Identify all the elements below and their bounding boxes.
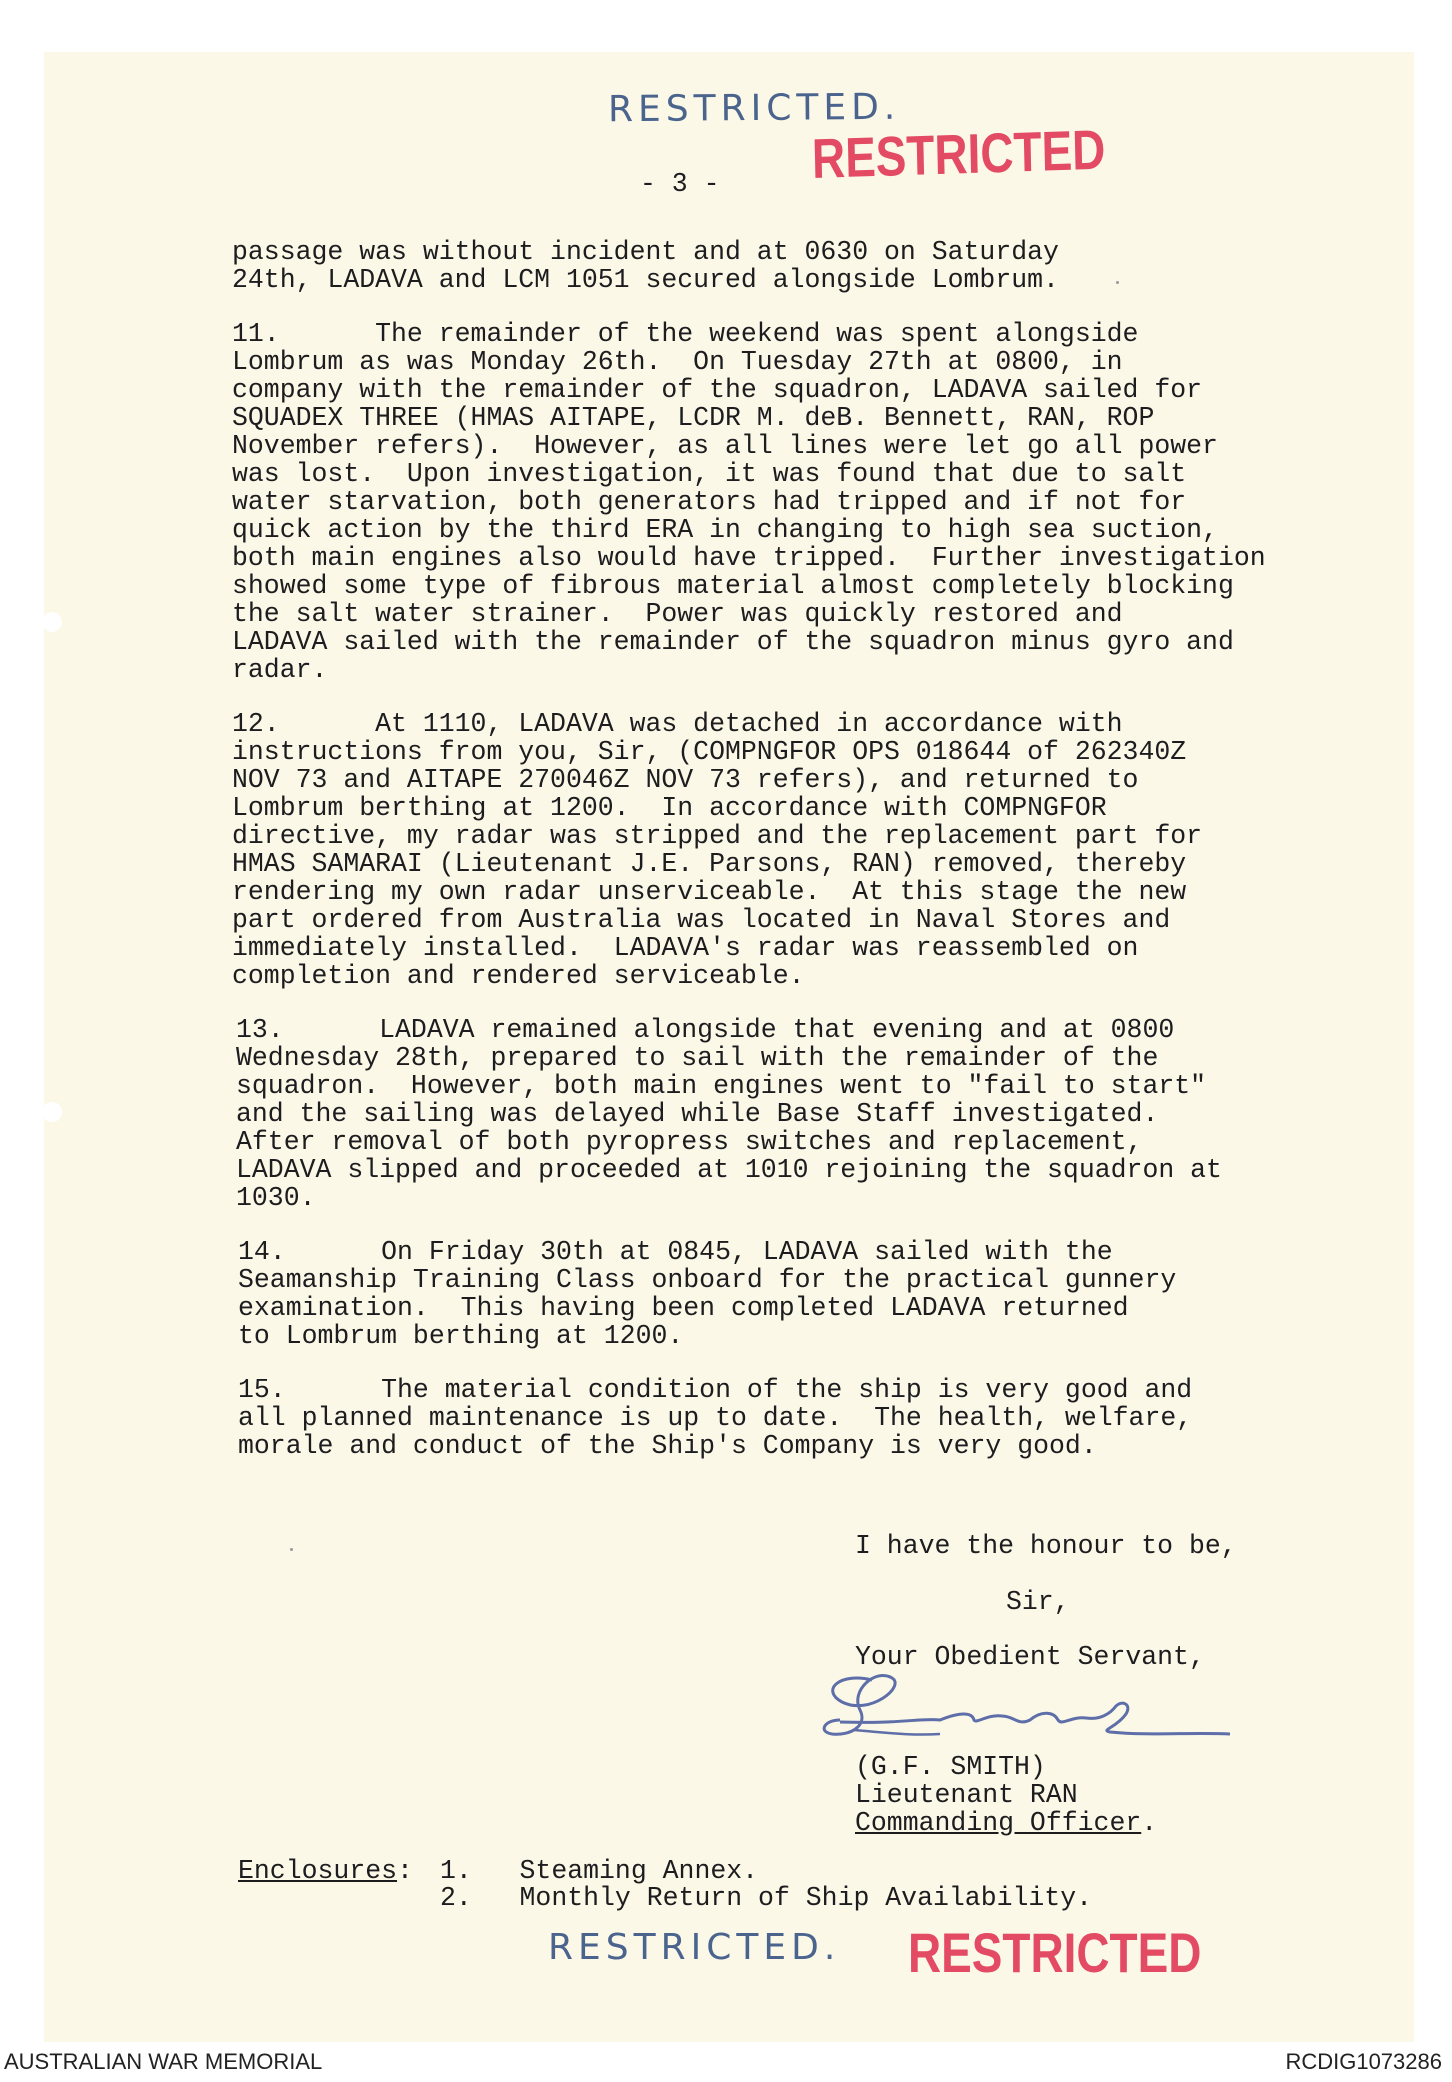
body-line: Wednesday 28th, prepared to sail with the remainder of the [236, 1043, 1159, 1073]
body-line: 11. The remainder of the weekend was spent alongside [232, 319, 1139, 349]
signature-stroke [854, 1730, 940, 1735]
body-line: squadron. However, both main engines went to "fail to start" [236, 1071, 1207, 1101]
signatory-name: (G.F. SMITH) [855, 1752, 1046, 1782]
restricted-stamp-blue-top: RESTRICTED. [607, 86, 901, 131]
punch-hole [42, 612, 62, 632]
body-line: all planned maintenance is up to date. The health, welfare, [238, 1403, 1193, 1433]
signatory-role: Commanding Officer [855, 1808, 1142, 1838]
restricted-stamp-blue-bottom: RESTRICTED. [548, 1927, 841, 1968]
archive-credit: AUSTRALIAN WAR MEMORIAL [4, 2049, 323, 2074]
salutation-sir: Sir, [1006, 1587, 1070, 1617]
stray-mark [290, 1548, 293, 1551]
body-line: was lost. Upon investigation, it was found that due to salt [232, 459, 1187, 489]
enclosures-label: Enclosures [238, 1856, 398, 1886]
body-line: part ordered from Australia was located in Naval Stores and [232, 905, 1171, 935]
body-line: 14. On Friday 30th at 0845, LADAVA sailed with the [238, 1237, 1113, 1267]
restricted-stamp-red-top: RESTRICTED [811, 117, 1106, 190]
enclosure-item: 2. Monthly Return of Ship Availability. [440, 1883, 1093, 1913]
signatory-rank: Lieutenant RAN [855, 1780, 1078, 1810]
body-line: directive, my radar was stripped and the replacement part for [232, 821, 1203, 851]
obedient-servant-line: Your Obedient Servant, [855, 1642, 1205, 1672]
body-line: 15. The material condition of the ship is very good and [238, 1375, 1193, 1405]
body-line: showed some type of fibrous material almost completely blocking [232, 571, 1234, 601]
closing-line: I have the honour to be, [855, 1531, 1237, 1561]
punch-hole [42, 1102, 62, 1122]
body-line: 24th, LADAVA and LCM 1051 secured alongside Lombrum. [232, 265, 1059, 295]
body-line: Lombrum berthing at 1200. In accordance with COMPNGFOR [232, 793, 1107, 823]
body-line: to Lombrum berthing at 1200. [238, 1321, 684, 1351]
body-line: completion and rendered serviceable. [232, 961, 805, 991]
body-line: the salt water strainer. Power was quickly restored and [232, 599, 1123, 629]
enclosure-item: 1. Steaming Annex. [440, 1856, 759, 1886]
body-line: examination. This having been completed LADAVA returned [238, 1293, 1129, 1323]
body-line: immediately installed. LADAVA's radar was reassembled on [232, 933, 1139, 963]
body-line: 1030. [236, 1183, 316, 1213]
body-line: Seamanship Training Class onboard for the practical gunnery [238, 1265, 1177, 1295]
body-line: November refers). However, as all lines were let go all power [232, 431, 1218, 461]
archive-reference: RCDIG1073286 [1285, 2049, 1442, 2074]
enclosures-label-line [238, 1857, 413, 1885]
body-line: LADAVA slipped and proceeded at 1010 rejoining the squadron at [236, 1155, 1222, 1185]
body-line: instructions from you, Sir, (COMPNGFOR OPS 018644 of 262340Z [232, 737, 1187, 767]
body-line: water starvation, both generators had tripped and if not for [232, 487, 1187, 517]
stray-mark [1116, 281, 1119, 284]
body-line: 12. At 1110, LADAVA was detached in accordance with [232, 709, 1123, 739]
body-line: NOV 73 and AITAPE 270046Z NOV 73 refers), and returned to [232, 765, 1139, 795]
body-line: passage was without incident and at 0630 on Saturday [232, 237, 1059, 267]
body-line: both main engines also would have tripped. Further investigation [232, 543, 1266, 573]
body-line: radar. [232, 655, 328, 685]
signature-stroke [824, 1676, 895, 1735]
body-line: quick action by the third ERA in changing to high sea suction, [232, 515, 1218, 545]
signatory-role-suffix: . [1141, 1808, 1158, 1838]
body-line: morale and conduct of the Ship's Company is very good. [238, 1431, 1097, 1461]
restricted-stamp-red-bottom: RESTRICTED [908, 1921, 1202, 1984]
body-line: LADAVA sailed with the remainder of the squadron minus gyro and [232, 627, 1234, 657]
body-line: SQUADEX THREE (HMAS AITAPE, LCDR M. deB. Bennett, RAN, ROP [232, 403, 1155, 433]
body-line: 13. LADAVA remained alongside that evening and at 0800 [236, 1015, 1175, 1045]
body-line: After removal of both pyropress switches and replacement, [236, 1127, 1143, 1157]
body-line: and the sailing was delayed while Base Staff investigated. [236, 1099, 1159, 1129]
enclosures-colon: : [397, 1856, 413, 1886]
signature-stroke [840, 1703, 1230, 1734]
body-line: Lombrum as was Monday 26th. On Tuesday 27th at 0800, in [232, 347, 1123, 377]
body-line: company with the remainder of the squadron, LADAVA sailed for [232, 375, 1203, 405]
body-line: rendering my own radar unserviceable. At this stage the new [232, 877, 1187, 907]
page-number: - 3 - [640, 169, 720, 199]
signatory-role-line [855, 1809, 1157, 1837]
body-line: HMAS SAMARAI (Lieutenant J.E. Parsons, RAN) removed, thereby [232, 849, 1187, 879]
